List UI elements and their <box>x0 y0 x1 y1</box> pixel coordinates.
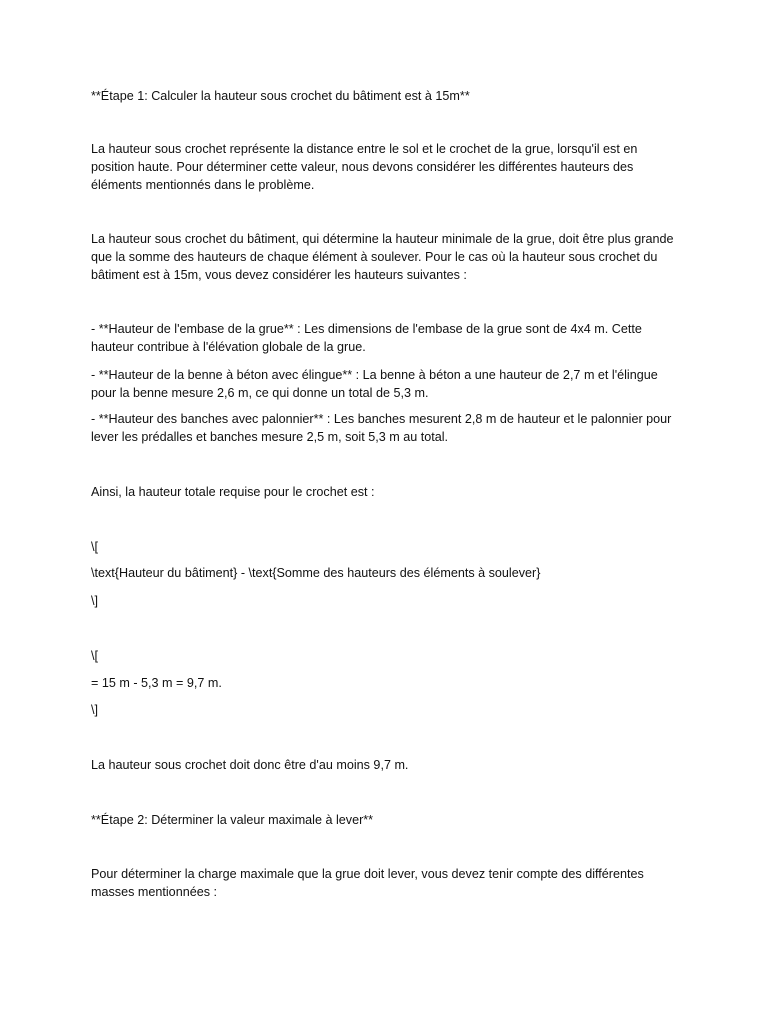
paragraph-definition: La hauteur sous crochet représente la distance entre le sol et le crochet de la grue, lorsqu'il est en position haute. Pour déterminer cette valeur, nous devons considérer les différentes hauteurs des éléments mentionnés dans le problème. <box>91 142 638 192</box>
math2-open: \[ <box>91 649 98 663</box>
math1-body: \text{Hauteur du bâtiment} - \text{Somme des hauteurs des éléments à soulever} <box>91 566 541 580</box>
math1-close: \] <box>91 594 98 608</box>
math2-body: = 15 m - 5,3 m = 9,7 m. <box>91 676 222 690</box>
paragraph-masses: Pour déterminer la charge maximale que la grue doit lever, vous devez tenir compte des différentes masses mentionnées : <box>91 867 644 899</box>
step2-heading: **Étape 2: Déterminer la valeur maximale à lever** <box>91 813 374 827</box>
paragraph-conclusion: La hauteur sous crochet doit donc être d'au moins 9,7 m. <box>91 758 409 772</box>
bullet-benne: - **Hauteur de la benne à béton avec élingue** : La benne à béton a une hauteur de 2,7 m et l'élingue pour la benne mesure 2,6 m, ce qui donne un total de 5,3 m. <box>91 368 658 400</box>
math1-open: \[ <box>91 540 98 554</box>
math2-close: \] <box>91 703 98 717</box>
bullet-banches: - **Hauteur des banches avec palonnier** : Les banches mesurent 2,8 m de hauteur et le palonnier pour lever les prédalles et banches mesure 2,5 m, soit 5,3 m au total. <box>91 412 672 444</box>
paragraph-requirement: La hauteur sous crochet du bâtiment, qui détermine la hauteur minimale de la grue, doit être plus grande que la somme des hauteurs de chaque élément à soulever. Pour le cas où la hauteur sous crochet du bâtiment est à 15m, vous devez considérer les hauteurs suivantes : <box>91 232 674 282</box>
step1-heading: **Étape 1: Calculer la hauteur sous crochet du bâtiment est à 15m** <box>91 89 470 103</box>
bullet-embase: - **Hauteur de l'embase de la grue** : Les dimensions de l'embase de la grue sont de 4x4 m. Cette hauteur contribue à l'élévation globale de la grue. <box>91 322 642 354</box>
paragraph-total: Ainsi, la hauteur totale requise pour le crochet est : <box>91 485 375 499</box>
